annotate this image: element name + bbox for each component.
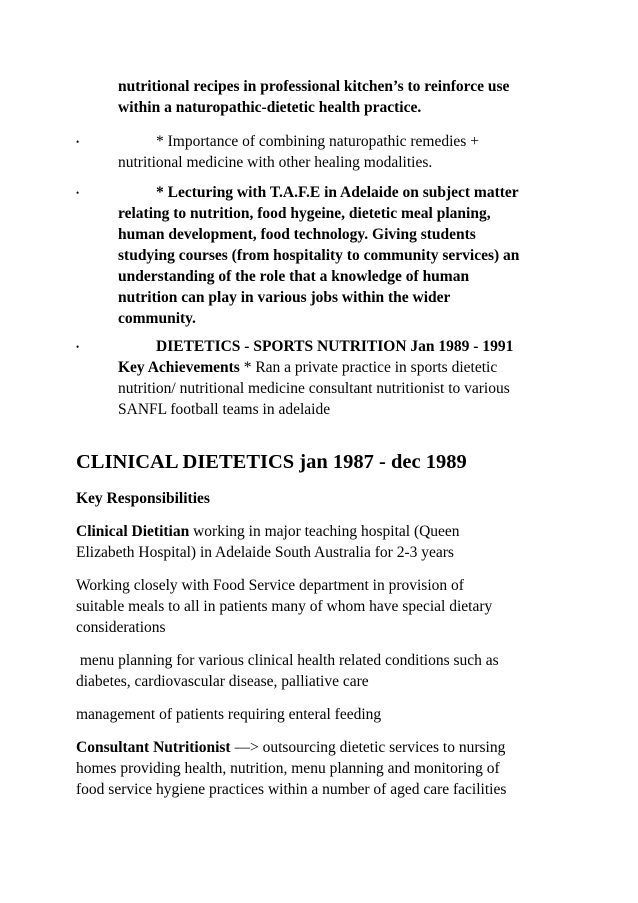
- paragraph-line: [76, 522, 460, 542]
- bullet-text: nutrition can play in various jobs within the wider: [118, 289, 451, 306]
- bullet-marker: •: [76, 188, 80, 198]
- paragraph-line: diabetes, cardiovascular disease, palliative care: [76, 673, 369, 690]
- paragraph-line: Working closely with Food Service department in provision of: [76, 577, 464, 594]
- bullet-text: understanding of the role that a knowledge of human: [118, 268, 470, 285]
- bullet-text: * Importance of combining naturopathic remedies +: [156, 133, 479, 150]
- section-heading: CLINICAL DIETETICS jan 1987 - dec 1989: [76, 451, 467, 473]
- paragraph-line: homes providing health, nutrition, menu planning and monitoring of: [76, 760, 500, 777]
- paragraph-line: suitable meals to all in patients many of whom have special dietary: [76, 598, 493, 615]
- bullet-text: studying courses (from hospitality to community services) an: [118, 247, 520, 264]
- paragraph-line: Elizabeth Hospital) in Adelaide South Australia for 2-3 years: [76, 544, 454, 561]
- bullet-text: SANFL football teams in adelaide: [118, 401, 331, 418]
- paragraph-line: considerations: [76, 619, 166, 636]
- paragraph-line: management of patients requiring enteral feeding: [76, 706, 382, 723]
- bullet-marker: •: [76, 342, 80, 352]
- bullet-text: nutrition/ nutritional medicine consultant nutritionist to various: [118, 380, 510, 397]
- clinical-dietitian-label: Clinical Dietitian: [76, 523, 190, 540]
- bullet-text: human development, food technology. Giving students: [118, 226, 476, 243]
- section-subheading: Key Responsibilities: [76, 490, 210, 507]
- paragraph-text: —> outsourcing dietetic services to nursing: [230, 739, 506, 756]
- consultant-nutritionist-label: Consultant Nutritionist: [76, 739, 231, 756]
- key-achievements-label: Key Achievements: [118, 359, 240, 376]
- bullet-text: community.: [118, 310, 196, 327]
- bullet-marker: •: [76, 137, 80, 147]
- bullet-text: [118, 358, 497, 378]
- paragraph-line: food service hygiene practices within a number of aged care facilities: [76, 781, 507, 798]
- bullet-text: relating to nutrition, food hygeine, dietetic meal planing,: [118, 205, 491, 222]
- paragraph-text: working in major teaching hospital (Queen: [189, 523, 460, 540]
- intro-line: within a naturopathic-dietetic health practice.: [118, 99, 422, 116]
- paragraph-line: [76, 738, 505, 758]
- intro-line: nutritional recipes in professional kitchen’s to reinforce use: [118, 78, 510, 95]
- bullet-title: DIETETICS - SPORTS NUTRITION Jan 1989 - 1991: [156, 338, 514, 355]
- bullet-text: nutritional medicine with other healing modalities.: [118, 154, 433, 171]
- key-achievements-text: * Ran a private practice in sports dietetic: [239, 359, 498, 376]
- paragraph-line: menu planning for various clinical health related conditions such as: [76, 652, 499, 669]
- bullet-text: * Lecturing with T.A.F.E in Adelaide on subject matter: [156, 184, 519, 201]
